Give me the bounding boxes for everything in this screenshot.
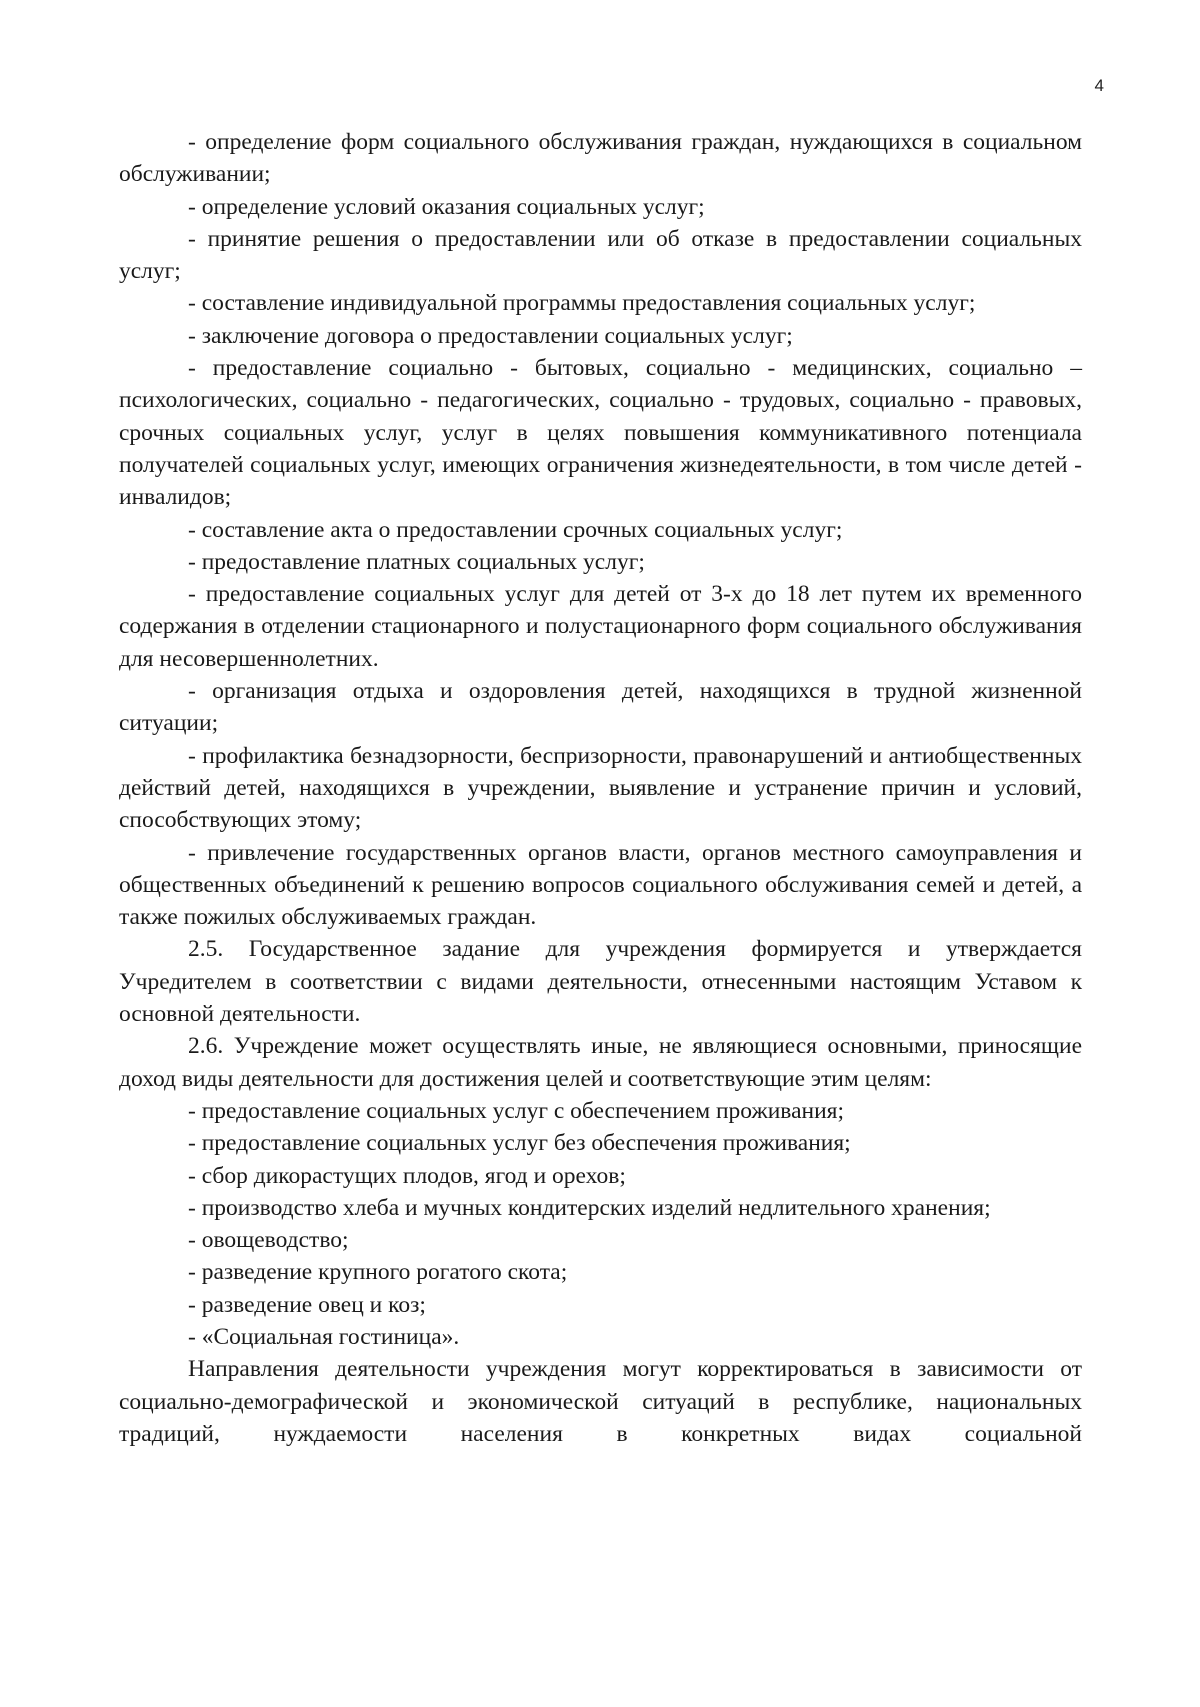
paragraph: - предоставление платных социальных услуг; bbox=[188, 548, 645, 575]
closing-paragraph: Направления деятельности учреждения могут корректироваться в зависимости от социально-демографической и экономической ситуаций в республике, национальных традиций, нуждаемости населения в конкретных видах социальной bbox=[119, 1356, 1082, 1447]
paragraph: - привлечение государственных органов власти, органов местного самоуправления и общественных объединений к решению вопросов социального обслуживания семей и детей, а также пожилых обслуживаемых граждан. bbox=[119, 839, 1082, 931]
paragraph: - предоставление социально - бытовых, социально - медицинских, социально – психологических, социально - педагогических, социально - трудовых, социально - правовых, срочных социальных услуг, услуг в целях повышения коммуникативного потенциала получателей социальных услуг, имеющих ограничения жизнедеятельности, в том числе детей - инвалидов; bbox=[119, 355, 1082, 511]
paragraph: - составление индивидуальной программы предоставления социальных услуг; bbox=[188, 290, 976, 317]
document-body bbox=[119, 126, 1082, 1450]
paragraph: - овощеводство; bbox=[188, 1227, 349, 1254]
paragraph: - «Социальная гостиница». bbox=[188, 1323, 460, 1350]
paragraph: - предоставление социальных услуг для детей от 3-х до 18 лет путем их временного содержания в отделении стационарного и полустационарного форм социального обслуживания для несовершеннолетних. bbox=[119, 581, 1082, 672]
paragraph: - предоставление социальных услуг без обеспечения проживания; bbox=[188, 1130, 851, 1157]
paragraph: - заключение договора о предоставлении социальных услуг; bbox=[188, 322, 793, 349]
paragraph: - принятие решения о предоставлении или об отказе в предоставлении социальных услуг; bbox=[119, 225, 1082, 285]
paragraph: - профилактика безнадзорности, беспризорности, правонарушений и антиобщественных действий детей, находящихся в учреждении, выявление и устранение причин и условий, способствующих этому; bbox=[119, 742, 1082, 834]
paragraph: - предоставление социальных услуг с обеспечением проживания; bbox=[188, 1097, 844, 1124]
paragraph: - определение форм социального обслуживания граждан, нуждающихся в социальном обслуживании; bbox=[119, 129, 1082, 188]
paragraph: - организация отдыха и оздоровления детей, находящихся в трудной жизненной ситуации; bbox=[119, 678, 1082, 737]
section-2-5-paragraph: 2.5. Государственное задание для учреждения формируется и утверждается Учредителем в соответствии с видами деятельности, отнесенными настоящим Уставом к основной деятельности. bbox=[119, 936, 1082, 1028]
page-number: 4 bbox=[1094, 76, 1104, 95]
section-2-6-paragraph: 2.6. Учреждение может осуществлять иные, не являющиеся основными, приносящие доход виды деятельности для достижения целей и соответствующие этим целям: bbox=[119, 1033, 1082, 1092]
paragraph: - сбор дикорастущих плодов, ягод и орехов; bbox=[188, 1162, 626, 1189]
paragraph: - производство хлеба и мучных кондитерских изделий недлительного хранения; bbox=[188, 1194, 991, 1221]
paragraph: - разведение овец и коз; bbox=[188, 1291, 426, 1318]
paragraph: - разведение крупного рогатого скота; bbox=[188, 1259, 568, 1286]
paragraph: - определение условий оказания социальных услуг; bbox=[188, 193, 705, 220]
paragraph: - составление акта о предоставлении срочных социальных услуг; bbox=[188, 516, 843, 543]
